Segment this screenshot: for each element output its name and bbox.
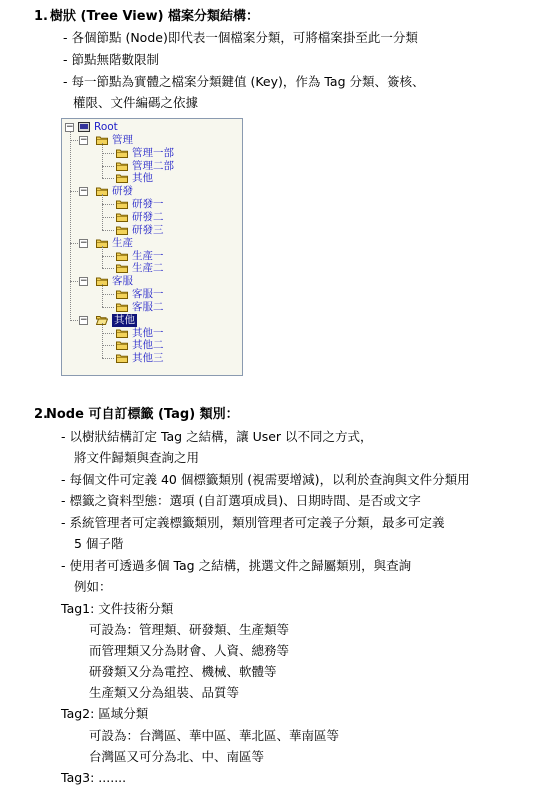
tree-collapse-toggle[interactable]: − <box>80 186 88 197</box>
tag-detail: 台灣區又可分為北、中、南區等 <box>89 749 265 764</box>
tree-node-label: 生產一 <box>132 249 164 262</box>
tree-node-label: 研發三 <box>132 223 164 236</box>
section1-title: 樹狀 (Tree View) 檔案分類結構： <box>50 9 260 24</box>
tree-connector <box>102 143 103 179</box>
section2-line: - 系統管理者可定義標籤類別，類別管理者可定義子分類，最多可定義 <box>61 515 445 530</box>
tree-node-label: 研發一 <box>132 198 164 211</box>
tree-node-label: 客服二 <box>132 300 164 313</box>
tag-detail: 可設為：台灣區、華中區、華北區、華南區等 <box>89 728 340 743</box>
tag-detail: 而管理類又分為財會、人資、總務等 <box>89 643 290 658</box>
tree-collapse-toggle[interactable]: − <box>80 276 88 287</box>
section1-number: 1. <box>34 9 48 24</box>
tree-node-label: 其他二 <box>132 339 164 352</box>
folder-icon <box>116 263 128 273</box>
section2-line: - 以樹狀結構訂定 Tag 之結構，讓 User 以不同之方式， <box>61 429 373 444</box>
tree-connector <box>70 281 78 282</box>
tag-detail: 研發類又分為電控、機械、軟體等 <box>89 664 277 679</box>
tree-node-label: 客服 <box>112 275 133 288</box>
computer-icon <box>78 122 90 132</box>
tree-node-label: Root <box>94 121 118 133</box>
section2-line: - 使用者可透過多個 Tag 之結構，挑選文件之歸屬類別，與查詢 <box>61 558 412 573</box>
tree-node-label: 生產 <box>112 236 133 249</box>
section2-line: 5 個子階 <box>74 536 124 551</box>
tree-collapse-toggle[interactable]: − <box>80 237 88 248</box>
section2-line: 例如： <box>74 579 112 594</box>
tree-node-label: 其他三 <box>132 352 164 365</box>
section1-bullet: - 節點無階數限制 <box>63 52 159 67</box>
section2-title: Node 可自訂標籤 (Tag) 類別： <box>46 407 239 422</box>
tree-collapse-toggle[interactable]: − <box>80 134 88 145</box>
folder-icon <box>116 173 128 183</box>
folder-icon <box>116 340 128 350</box>
tree-node-label: 管理 <box>112 133 133 146</box>
tree-connector <box>102 345 114 346</box>
folder-icon <box>116 289 128 299</box>
tree-node-label: 生產二 <box>132 262 164 275</box>
tree-connector <box>102 307 114 308</box>
tree-connector <box>70 140 78 141</box>
tree-connector <box>102 217 114 218</box>
tree-collapse-toggle[interactable]: − <box>80 314 88 325</box>
tree-connector <box>102 323 103 359</box>
tree-node-label: 其他 <box>114 313 135 326</box>
folder-icon <box>116 148 128 158</box>
section2-number: 2. <box>34 407 48 422</box>
tree-node-label: 研發二 <box>132 210 164 223</box>
tree-connector <box>70 132 71 321</box>
tree-connector <box>70 243 78 244</box>
tree-connector <box>70 320 78 321</box>
tree-connector <box>102 153 114 154</box>
tree-connector <box>102 358 114 359</box>
tree-connector <box>102 333 114 334</box>
folder-icon <box>116 212 128 222</box>
tree-node-label: 管理二部 <box>132 159 174 172</box>
section1-bullet-continuation: 權限、文件編碼之依據 <box>73 95 199 110</box>
tree-view[interactable] <box>61 118 243 376</box>
folder-icon <box>116 353 128 363</box>
folder-icon <box>116 199 128 209</box>
tree-connector <box>102 256 114 257</box>
section1-bullet: - 每一節點為實體之檔案分類鍵值 (Key)，作為 Tag 分類、簽核、 <box>63 74 425 89</box>
folder-icon <box>116 302 128 312</box>
tree-connector <box>102 268 114 269</box>
tree-collapse-toggle[interactable]: − <box>66 122 74 132</box>
tree-node-label: 其他一 <box>132 326 164 339</box>
tree-node-label: 研發 <box>112 185 133 198</box>
folder-icon <box>116 328 128 338</box>
tree-node-label: 客服一 <box>132 288 164 301</box>
tree-connector <box>102 284 103 307</box>
tree-connector <box>102 178 114 179</box>
tree-node-label: 其他 <box>132 172 153 185</box>
tree-connector <box>102 204 114 205</box>
tree-connector <box>102 166 114 167</box>
section2-line: - 每個文件可定義 40 個標籤類別 (視需要增減)，以利於查詢與文件分類用 <box>61 472 470 487</box>
folder-icon <box>116 161 128 171</box>
folder-icon <box>116 225 128 235</box>
tree-connector <box>102 194 103 230</box>
tag-line: Tag1: 文件技術分類 <box>61 601 174 616</box>
tree-connector <box>102 246 103 269</box>
tag-line: Tag3: ....... <box>61 770 127 785</box>
tag-detail: 可設為：管理類、研發類、生產類等 <box>89 622 290 637</box>
tag-detail: 生產類又分為組裝、品質等 <box>89 685 240 700</box>
section2-line: - 標籤之資料型態：選項 (自訂選項成員)、日期時間、是否或文字 <box>61 493 421 508</box>
section1-bullet: - 各個節點 (Node)即代表一個檔案分類，可將檔案掛至此一分類 <box>63 30 418 45</box>
tag-line: Tag2: 區域分類 <box>61 706 149 721</box>
tree-connector <box>70 191 78 192</box>
tree-connector <box>102 294 114 295</box>
tree-node-label: 管理一部 <box>132 146 174 159</box>
folder-icon <box>116 251 128 261</box>
section2-line: 將文件歸類與查詢之用 <box>74 450 200 465</box>
tree-connector <box>102 230 114 231</box>
